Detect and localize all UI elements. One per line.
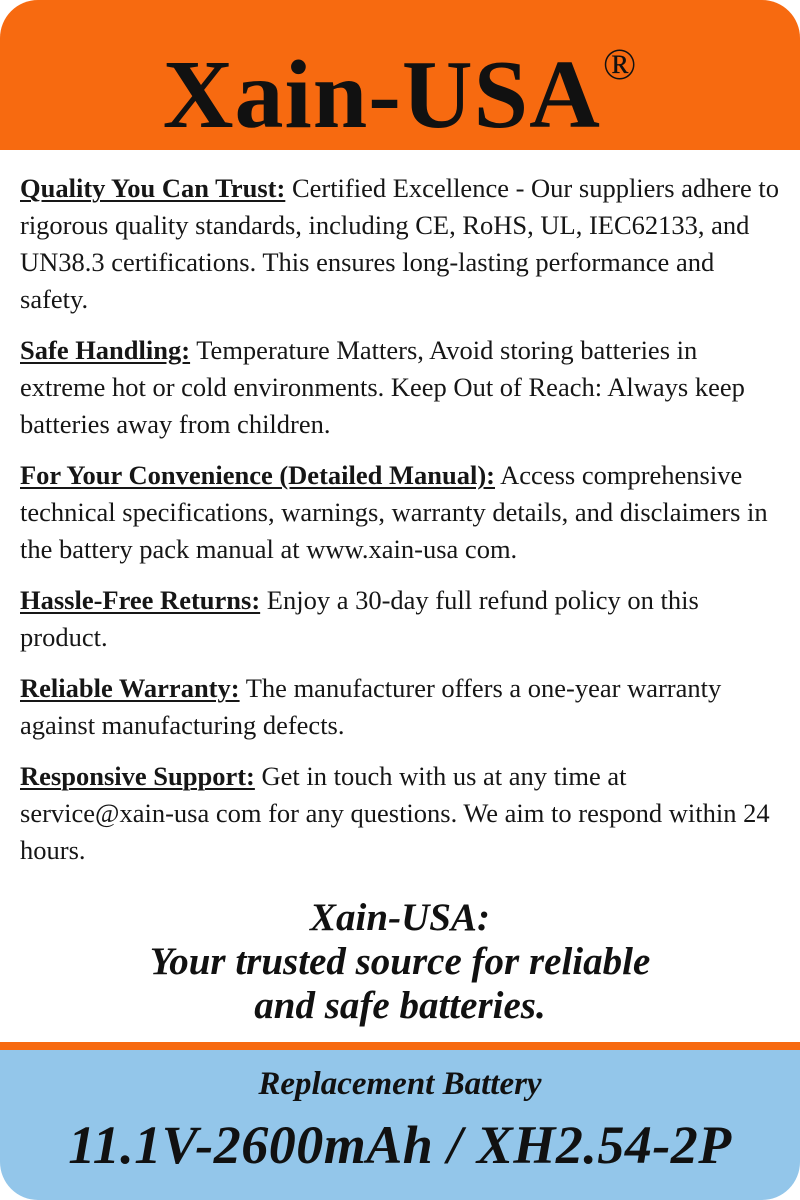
footer-divider xyxy=(0,1042,800,1050)
section-warranty-label: Reliable Warranty: xyxy=(20,673,240,703)
section-returns-label: Hassle-Free Returns: xyxy=(20,585,261,615)
product-subtitle: Replacement Battery xyxy=(258,1066,542,1102)
section-quality-label: Quality You Can Trust: xyxy=(20,173,286,203)
section-quality-text: Certified Excellence - Our suppliers adhere to rigorous quality standards, including CE, RoHS, UL, IEC62133, and UN38.3 certifications. This ensures long-lasting performance and safety. xyxy=(20,173,780,314)
section-warranty xyxy=(20,670,785,744)
section-safe-handling xyxy=(20,332,785,443)
section-support-label: Responsive Support: xyxy=(20,761,255,791)
product-spec: 11.1V-2600mAh / XH2.54-2P xyxy=(68,1115,732,1175)
section-safe-handling-text: Temperature Matters, Avoid storing batteries in extreme hot or cold environments. Keep Out of Reach: Always keep batteries away from children. xyxy=(20,335,745,439)
registered-mark: ® xyxy=(602,40,638,89)
info-sections xyxy=(20,170,785,883)
section-warranty-text: The manufacturer offers a one-year warranty against manufacturing defects. xyxy=(20,673,722,740)
brand-title xyxy=(0,40,800,150)
section-support-text: Get in touch with us at any time at service@xain-usa com for any questions. We aim to respond within 24 hours. xyxy=(20,761,770,865)
brand-name: Xain-USA xyxy=(162,41,601,149)
section-manual xyxy=(20,457,785,568)
tagline-line-2: Your trusted source for reliable xyxy=(149,940,651,983)
section-manual-label: For Your Convenience (Detailed Manual): xyxy=(20,460,495,490)
section-returns xyxy=(20,582,785,656)
tagline xyxy=(0,896,800,1028)
section-manual-text: Access comprehensive technical specifications, warnings, warranty details, and disclaimers in the battery pack manual at www.xain-usa com. xyxy=(20,460,768,564)
section-support xyxy=(20,758,785,869)
section-quality xyxy=(20,170,785,318)
section-returns-text: Enjoy a 30-day full refund policy on this product. xyxy=(20,585,699,652)
brand-header xyxy=(0,0,800,150)
tagline-line-3: and safe batteries. xyxy=(254,984,546,1027)
product-footer xyxy=(0,1050,800,1200)
section-safe-handling-label: Safe Handling: xyxy=(20,335,191,365)
tagline-line-1: Xain-USA: xyxy=(310,896,490,939)
